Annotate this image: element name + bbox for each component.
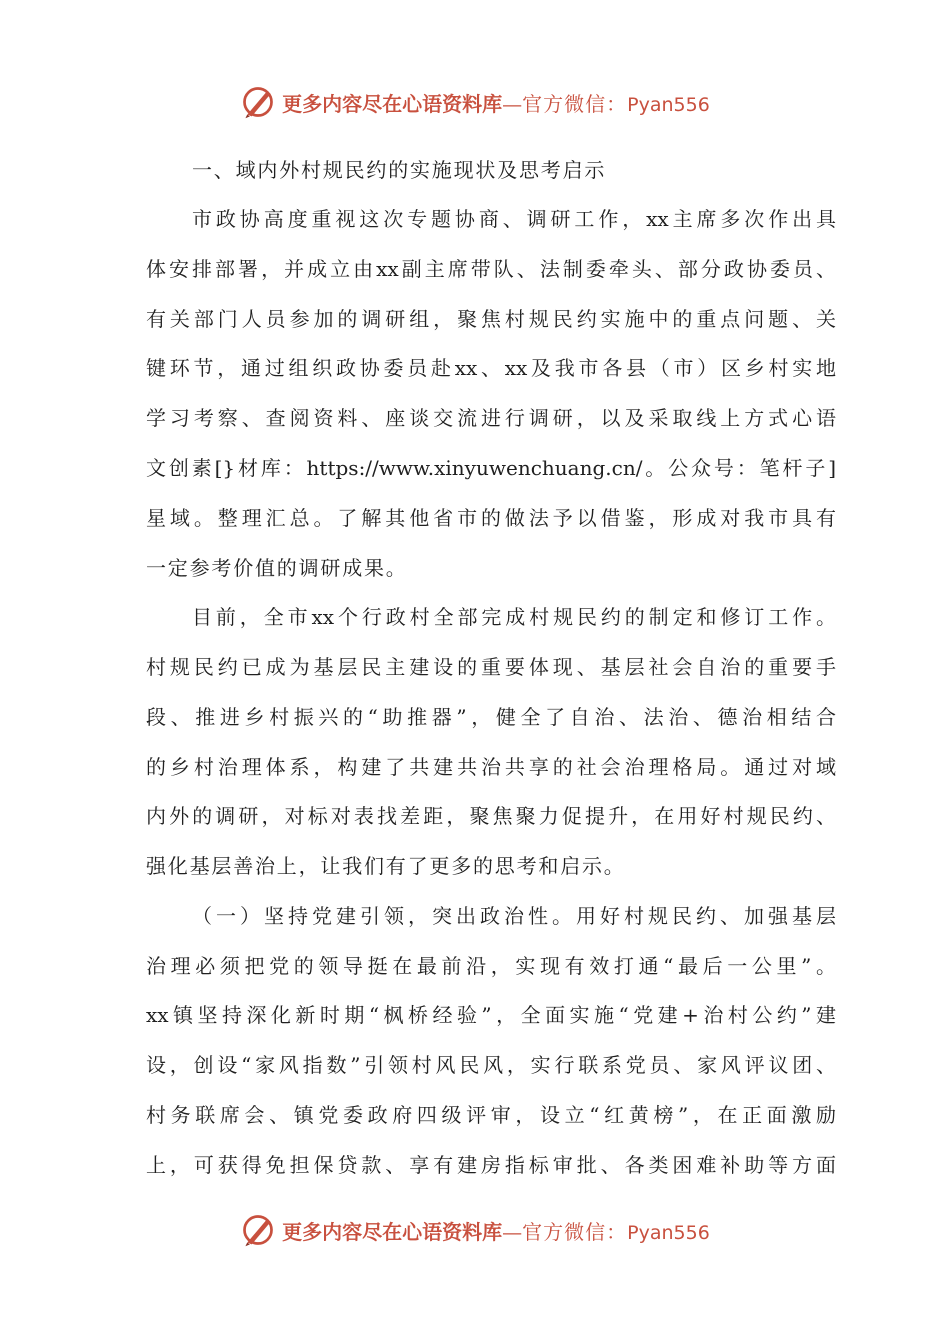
banner-wechat-label: 官方微信： [522,1219,628,1244]
banner-slogan: 更多内容尽在心语资料库 [282,1219,503,1244]
paragraph-line: 设，创设“家风指数”引领村风民风，实行联系党员、家风评议团、 [146,1053,836,1077]
paragraph-line: 村规民约已成为基层民主建设的重要体现、基层社会自治的重要手 [146,655,836,679]
paragraph-line: 段、推进乡村振兴的“助推器”，健全了自治、法治、德治相结合 [146,705,836,729]
paragraph-line: 体安排部署，并成立由xx副主席带队、法制委牵头、部分政协委员、 [146,257,836,281]
paragraph-line: 一定参考价值的调研成果。 [146,556,408,580]
paragraph-line: 内外的调研，对标对表找差距，聚焦聚力促提升，在用好村规民约、 [146,804,836,828]
paragraph-line: （一）坚持党建引领，突出政治性。用好村规民约、加强基层 [192,904,836,928]
pen-circle-logo-icon [240,1212,276,1248]
paragraph-line: 市政协高度重视这次专题协商、调研工作，xx主席多次作出具 [192,207,836,231]
paragraph-line: xx镇坚持深化新时期“枫桥经验”，全面实施“党建+治村公约”建 [146,1003,836,1027]
pen-circle-logo-icon [240,84,276,120]
banner-wechat-label: 官方微信： [522,91,628,116]
paragraph-line: 学习考察、查阅资料、座谈交流进行调研，以及采取线上方式心语 [146,406,836,430]
paragraph-line: 文创素[}材库：https://www.xinyuwenchuang.cn/。公众号：笔杆子] [146,456,836,480]
banner-wechat-id: Pyan556 [627,1221,710,1244]
paragraph-line: 村务联席会、镇党委政府四级评审，设立“红黄榜”，在正面激励 [146,1103,836,1127]
banner-dash: — [502,91,523,116]
paragraph-line: 有关部门人员参加的调研组，聚焦村规民约实施中的重点问题、关 [146,307,836,331]
footer-banner [0,1210,950,1250]
section-heading: 一、域内外村规民约的实施现状及思考启示 [192,158,607,182]
paragraph-line: 治理必须把党的领导挺在最前沿，实现有效打通“最后一公里”。 [146,954,836,978]
paragraph-line: 的乡村治理体系，构建了共建共治共享的社会治理格局。通过对域 [146,755,836,779]
header-banner [0,82,950,122]
paragraph-line: 键环节，通过组织政协委员赴xx、xx及我市各县（市）区乡村实地 [146,356,836,380]
paragraph-line: 强化基层善治上，让我们有了更多的思考和启示。 [146,854,626,878]
paragraph-line: 上，可获得免担保贷款、享有建房指标审批、各类困难补助等方面 [146,1153,836,1177]
paragraph-line: 目前，全市xx个行政村全部完成村规民约的制定和修订工作。 [192,605,836,629]
banner-wechat-id: Pyan556 [627,93,710,116]
banner-text [282,88,710,117]
banner-slogan: 更多内容尽在心语资料库 [282,91,503,116]
paragraph-line: 星域。整理汇总。了解其他省市的做法予以借鉴，形成对我市具有 [146,506,836,530]
banner-text [282,1216,710,1245]
banner-dash: — [502,1219,523,1244]
